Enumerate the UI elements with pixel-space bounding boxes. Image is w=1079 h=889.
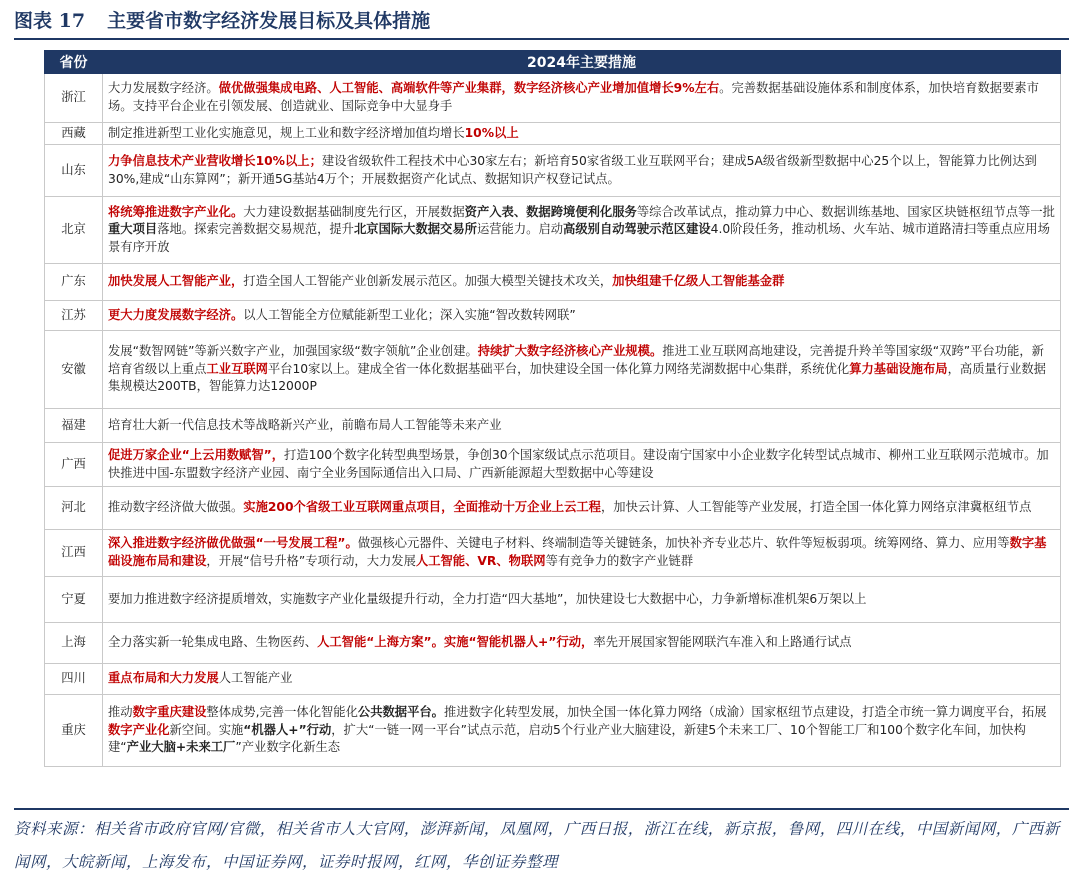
measure-text: 要加力推进数字经济提质增效，实施数字产业化量级提升行动，全力打造“四大基地”，加快建设七大数据中心，力争新增标准机架6万架以上 xyxy=(103,577,1061,623)
measure-text: 重点布局和大力发展人工智能产业 xyxy=(103,664,1061,695)
province-name: 河北 xyxy=(45,487,103,530)
province-name: 江西 xyxy=(45,530,103,577)
province-name: 福建 xyxy=(45,409,103,443)
province-name: 山东 xyxy=(45,145,103,197)
table-row xyxy=(45,197,1061,264)
table-row xyxy=(45,487,1061,530)
source-note: 资料来源：相关省市政府官网/官微，相关省市人大官网，澎湃新闻，凤凰网，广西日报，浙江在线，新京报，鲁网，四川在线，中国新闻网，广西新闻网，大皖新闻，上海发布，中国证券网，证券时报网，红网，华创证券整理 xyxy=(14,820,1060,871)
table-row xyxy=(45,664,1061,695)
province-name: 江苏 xyxy=(45,301,103,331)
header-province: 省份 xyxy=(45,51,103,74)
province-name: 浙江 xyxy=(45,74,103,123)
figure-number: 图表 17 xyxy=(14,10,86,32)
table-row xyxy=(45,695,1061,767)
table-row xyxy=(45,264,1061,301)
measure-text: 促进万家企业“上云用数赋智”，打造100个数字化转型典型场景，争创30个国家级试点示范项目。建设南宁国家中小企业数字化转型试点城市、柳州工业互联网示范城市。加快推进中国-东盟数字经济产业园、南宁全业务国际通信出入口局、广西新能源超大型数据中心等建设 xyxy=(103,443,1061,487)
source-rule xyxy=(14,808,1069,810)
measure-text: 推动数字经济做大做强。实施200个省级工业互联网重点项目，全面推动十万企业上云工程，加快云计算、人工智能等产业发展，打造全国一体化算力网络京津冀枢纽节点 xyxy=(103,487,1061,530)
measures-table xyxy=(44,50,1061,767)
measure-text: 大力发展数字经济。做优做强集成电路、人工智能、高端软件等产业集群，数字经济核心产业增加值增长9%左右。完善数据基础设施体系和制度体系，加快培育数据要素市场。支持平台企业在引领发展、创造就业、国际竞争中大显身手 xyxy=(103,74,1061,123)
figure-title xyxy=(14,6,430,36)
table-row xyxy=(45,331,1061,409)
measure-text: 制定推进新型工业化实施意见，规上工业和数字经济增加值均增长10%以上 xyxy=(103,123,1061,145)
title-rule xyxy=(14,38,1069,40)
province-name: 北京 xyxy=(45,197,103,264)
province-name: 广东 xyxy=(45,264,103,301)
measure-text: 培育壮大新一代信息技术等战略新兴产业，前瞻布局人工智能等未来产业 xyxy=(103,409,1061,443)
measure-text: 发展“数智网链”等新兴数字产业，加强国家级“数字领航”企业创建。持续扩大数字经济核心产业规模。推进工业互联网高地建设，完善提升羚羊等国家级“双跨”平台功能，新培育省级以上重点工业互联网平台10家以上。建成全省一体化数据基础平台，加快建设全国一体化算力网络芜湖数据中心集群，系统优化算力基础设施布局，高质量行业数据集规模达200TB，智能算力达12000P xyxy=(103,331,1061,409)
figure-caption: 主要省市数字经济发展目标及具体措施 xyxy=(107,10,431,32)
table-row xyxy=(45,123,1061,145)
measure-text: 力争信息技术产业营收增长10%以上；建设省级软件工程技术中心30家左右；新培育50家省级工业互联网平台；建成5A级省级新型数据中心25个以上，智能算力比例达到30%,建成“山东算网”；新开通5G基站4万个；开展数据资产化试点、数据知识产权登记试点。 xyxy=(103,145,1061,197)
province-name: 安徽 xyxy=(45,331,103,409)
measure-text: 加快发展人工智能产业，打造全国人工智能产业创新发展示范区。加强大模型关键技术攻关，加快组建千亿级人工智能基金群 xyxy=(103,264,1061,301)
table-row xyxy=(45,145,1061,197)
province-name: 上海 xyxy=(45,623,103,664)
table-row xyxy=(45,623,1061,664)
table-row xyxy=(45,443,1061,487)
province-name: 宁夏 xyxy=(45,577,103,623)
measure-text: 全力落实新一轮集成电路、生物医药、人工智能“上海方案”。实施“智能机器人+”行动，率先开展国家智能网联汽车准入和上路通行试点 xyxy=(103,623,1061,664)
table-row xyxy=(45,74,1061,123)
province-name: 四川 xyxy=(45,664,103,695)
province-name: 广西 xyxy=(45,443,103,487)
measure-text: 深入推进数字经济做优做强“一号发展工程”。做强核心元器件、关键电子材料、终端制造等关键链条，加快补齐专业芯片、软件等短板弱项。统筹网络、算力、应用等数字基础设施布局和建设，开展“信号升格”专项行动，大力发展人工智能、VR、物联网等有竞争力的数字产业链群 xyxy=(103,530,1061,577)
header-measures: 2024年主要措施 xyxy=(103,51,1061,74)
table-row xyxy=(45,409,1061,443)
measure-text: 推动数字重庆建设整体成势,完善一体化智能化公共数据平台。推进数字化转型发展，加快全国一体化算力网络（成渝）国家枢纽节点建设，打造全市统一算力调度平台，拓展数字产业化新空间。实施“机器人+”行动，扩大“一链一网一平台”试点示范，启动5个行业产业大脑建设，新建5个未来工厂、10个智能工厂和100个数字化车间，加快构建“产业大脑+未来工厂”产业数字化新生态 xyxy=(103,695,1061,767)
table-row xyxy=(45,577,1061,623)
table-row xyxy=(45,301,1061,331)
measure-text: 更大力度发展数字经济。以人工智能全方位赋能新型工业化；深入实施“智改数转网联” xyxy=(103,301,1061,331)
table-header-row xyxy=(45,51,1061,74)
province-name: 西藏 xyxy=(45,123,103,145)
province-name: 重庆 xyxy=(45,695,103,767)
table-row xyxy=(45,530,1061,577)
measure-text: 将统筹推进数字产业化。大力建设数据基础制度先行区，开展数据资产入表、数据跨境便利化服务等综合改革试点，推动算力中心、数据训练基地、国家区块链枢纽节点等一批重大项目落地。探索完善数据交易规范，提升北京国际大数据交易所运营能力。启动高级别自动驾驶示范区建设4.0阶段任务，推动机场、火车站、城市道路清扫等重点应用场景有序开放 xyxy=(103,197,1061,264)
